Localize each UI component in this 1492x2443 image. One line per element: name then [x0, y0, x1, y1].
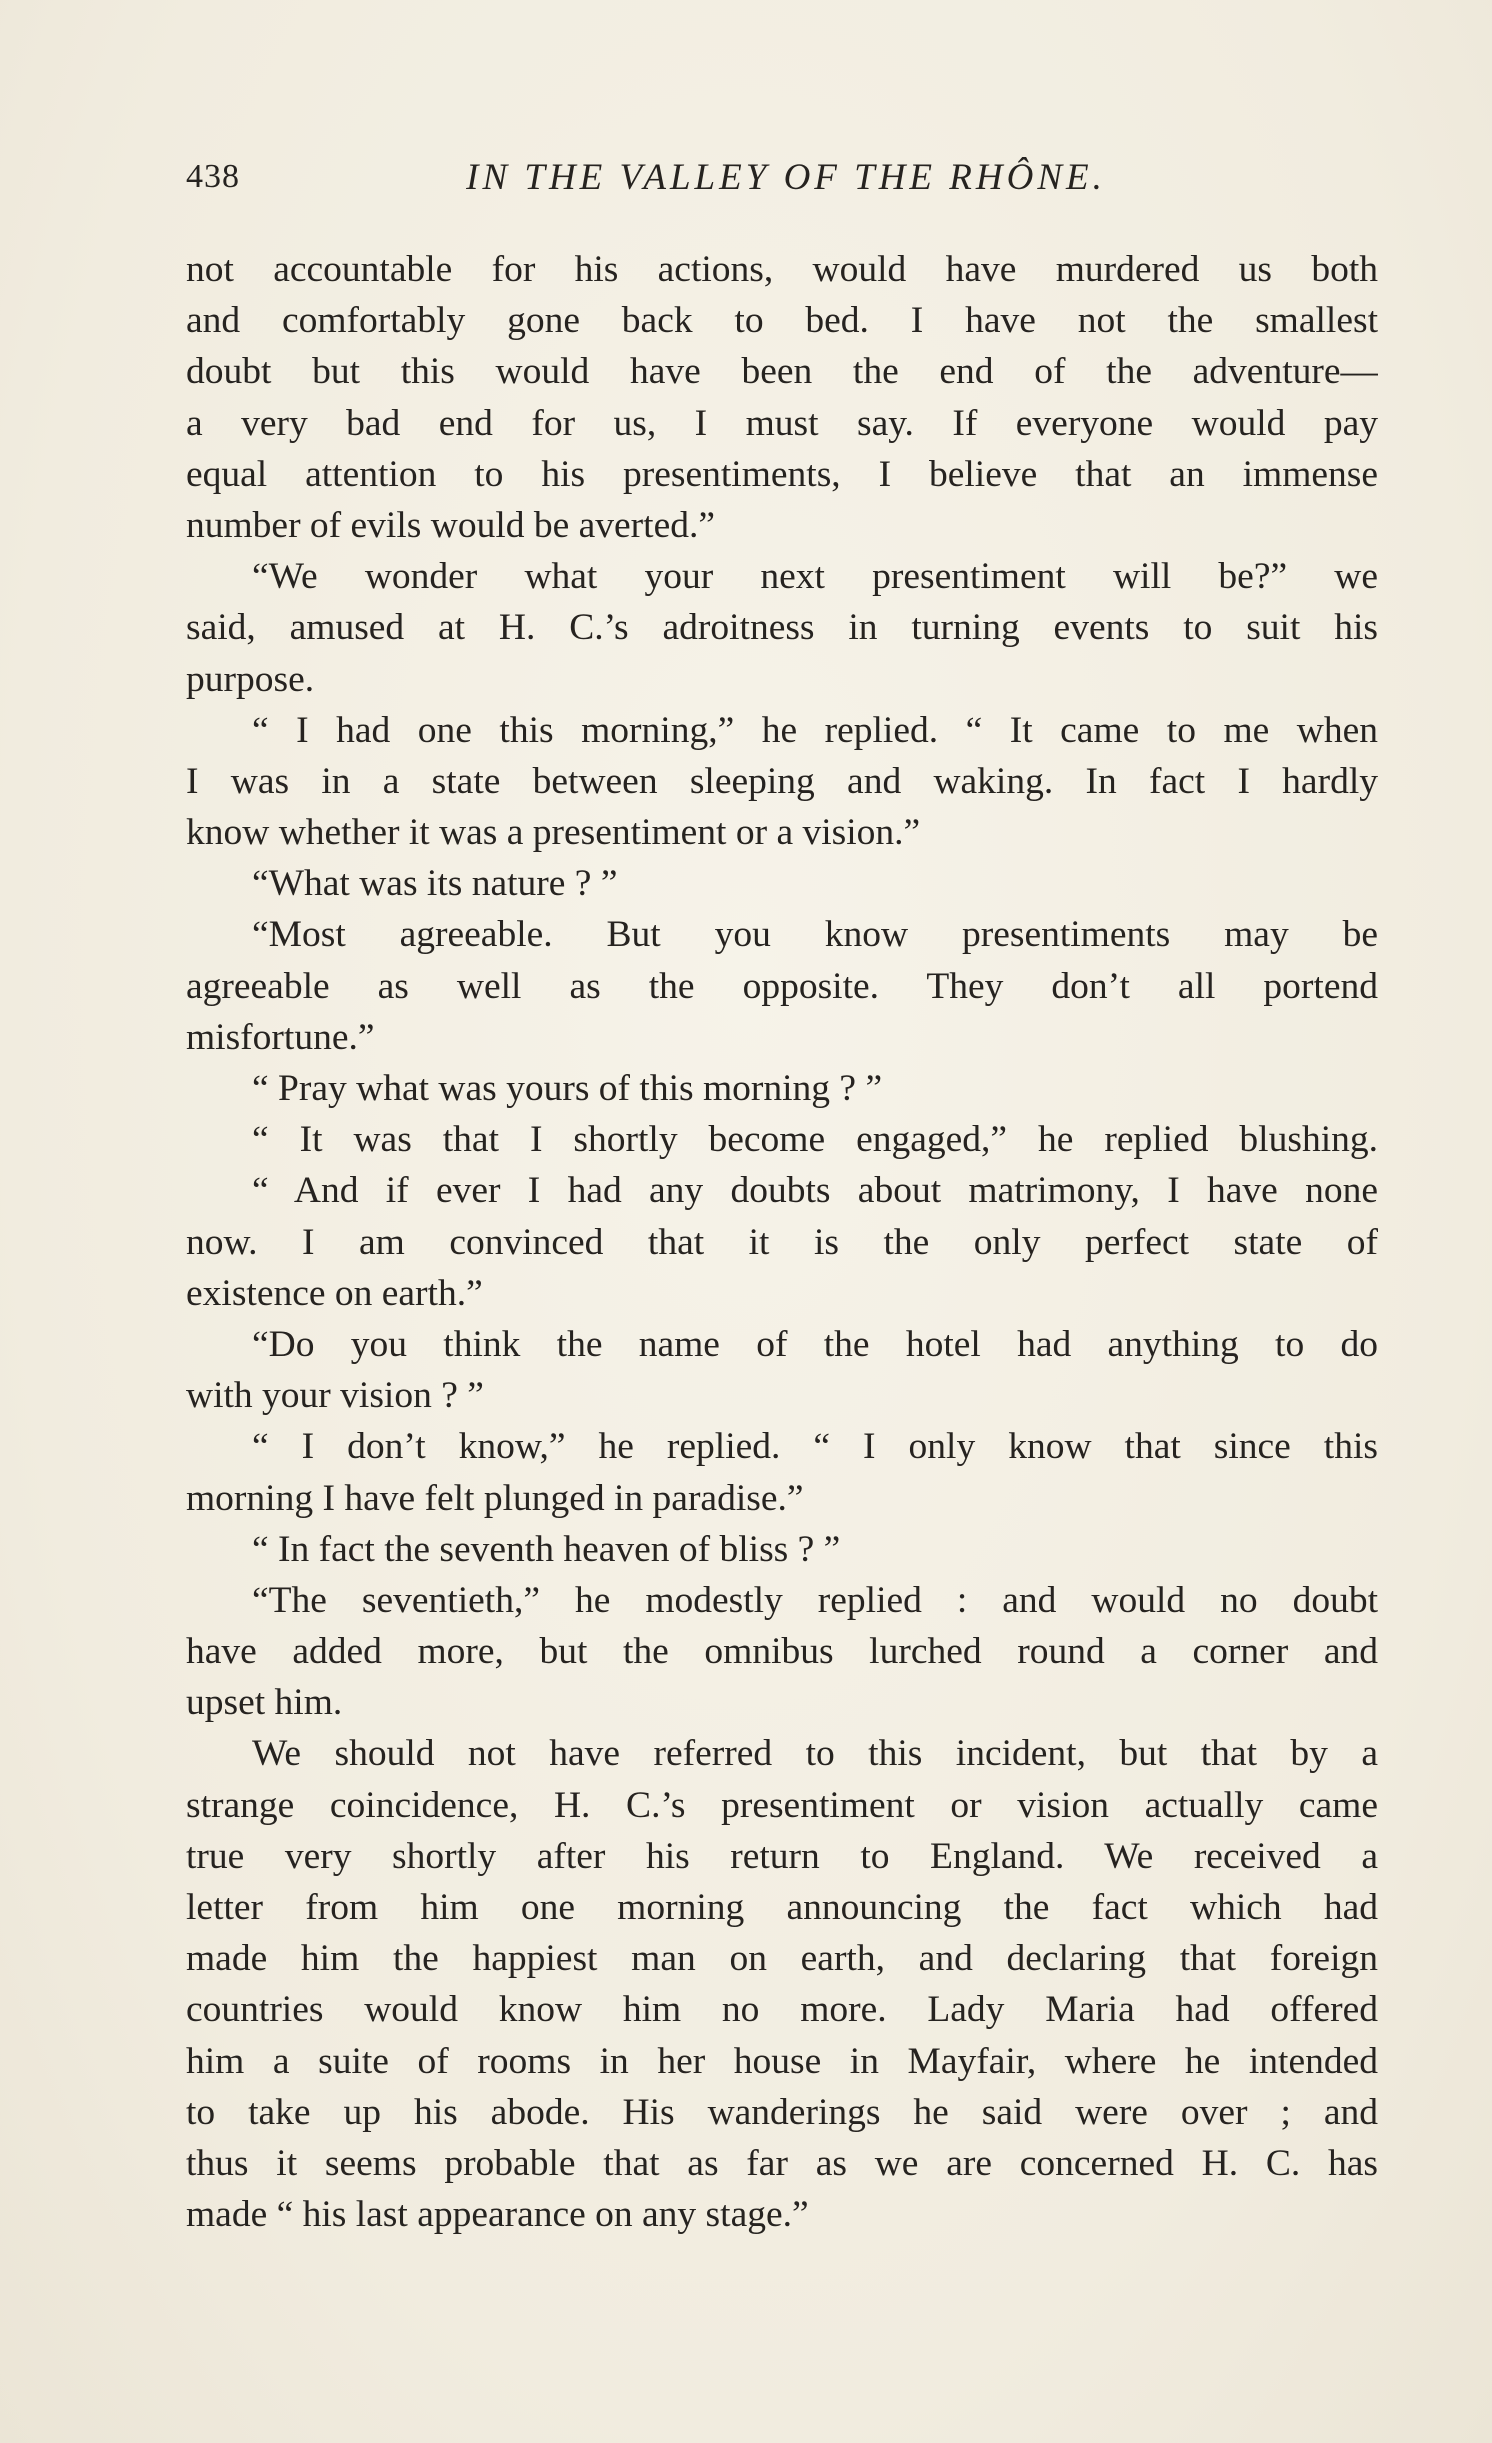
text-line: upset him.	[186, 1682, 343, 1724]
text-line: number of evils would be averted.”	[186, 504, 715, 546]
text-line: not accountable for his actions, would have murdered us both	[186, 249, 1378, 290]
text-line: “ In fact the seventh heaven of bliss ? ”	[252, 1528, 841, 1570]
text-line: said, amused at H. C.’s adroitness in turning events to suit his	[186, 607, 1378, 649]
text-line: with your vision ? ”	[186, 1375, 484, 1417]
text-line: “ I don’t know,” he replied. “ I only know that since this	[252, 1426, 1378, 1468]
text-line: him a suite of rooms in her house in Mayfair, where he intended	[186, 2040, 1378, 2082]
text-line: “ Pray what was yours of this morning ? ”	[252, 1068, 883, 1109]
text-line: “We wonder what your next presentiment will be?” we	[252, 556, 1378, 598]
text-line: doubt but this would have been the end of the adventure—	[186, 351, 1378, 393]
text-line: “The seventieth,” he modestly replied : and would no doubt	[252, 1579, 1378, 1621]
text-line: I was in a state between sleeping and waking. In fact I hardly	[186, 760, 1378, 802]
text-line: have added more, but the omnibus lurched round a corner and	[186, 1631, 1378, 1673]
text-line: “ And if ever I had any doubts about matrimony, I have none	[252, 1170, 1378, 1212]
text-line: We should not have referred to this incident, but that by a	[252, 1733, 1378, 1775]
text-line: now. I am convinced that it is the only perfect state of	[186, 1221, 1378, 1263]
page-number: 438	[186, 158, 240, 195]
page-header	[186, 150, 1378, 210]
text-line: made him the happiest man on earth, and declaring that foreign	[186, 1938, 1378, 1980]
text-line: existence on earth.”	[186, 1272, 483, 1314]
text-line: thus it seems probable that as far as we are concerned H. C. has	[186, 2142, 1378, 2184]
text-line: know whether it was a presentiment or a vision.”	[186, 812, 921, 854]
text-line: a very bad end for us, I must say. If everyone would pay	[186, 402, 1378, 444]
text-line: purpose.	[186, 658, 315, 700]
text-line: “Most agreeable. But you know presentiments may be	[252, 914, 1378, 956]
text-line: and comfortably gone back to bed. I have not the smallest	[186, 300, 1378, 342]
running-title: IN THE VALLEY OF THE RHÔNE.	[466, 157, 1106, 198]
text-line: morning I have felt plunged in paradise.”	[186, 1477, 804, 1519]
text-line: “What was its nature ? ”	[252, 863, 618, 905]
text-line: countries would know him no more. Lady Maria had offered	[186, 1989, 1378, 2031]
text-line: strange coincidence, H. C.’s presentiment or vision actually came	[186, 1784, 1378, 1826]
text-line: true very shortly after his return to England. We received a	[186, 1835, 1378, 1877]
text-line: “ I had one this morning,” he replied. “ It came to me when	[252, 709, 1378, 751]
body-text	[186, 244, 1378, 2240]
text-line: equal attention to his presentiments, I believe that an immense	[186, 453, 1378, 495]
text-line: misfortune.”	[186, 1016, 375, 1058]
text-line: “ It was that I shortly become engaged,” he replied blushing.	[252, 1119, 1378, 1161]
text-line: letter from him one morning announcing the fact which had	[186, 1887, 1378, 1928]
text-line: to take up his abode. His wanderings he said were over ; and	[186, 2091, 1378, 2133]
text-line: “Do you think the name of the hotel had anything to do	[252, 1323, 1378, 1365]
text-line: made “ his last appearance on any stage.”	[186, 2194, 809, 2236]
text-line: agreeable as well as the opposite. They don’t all portend	[186, 965, 1378, 1007]
